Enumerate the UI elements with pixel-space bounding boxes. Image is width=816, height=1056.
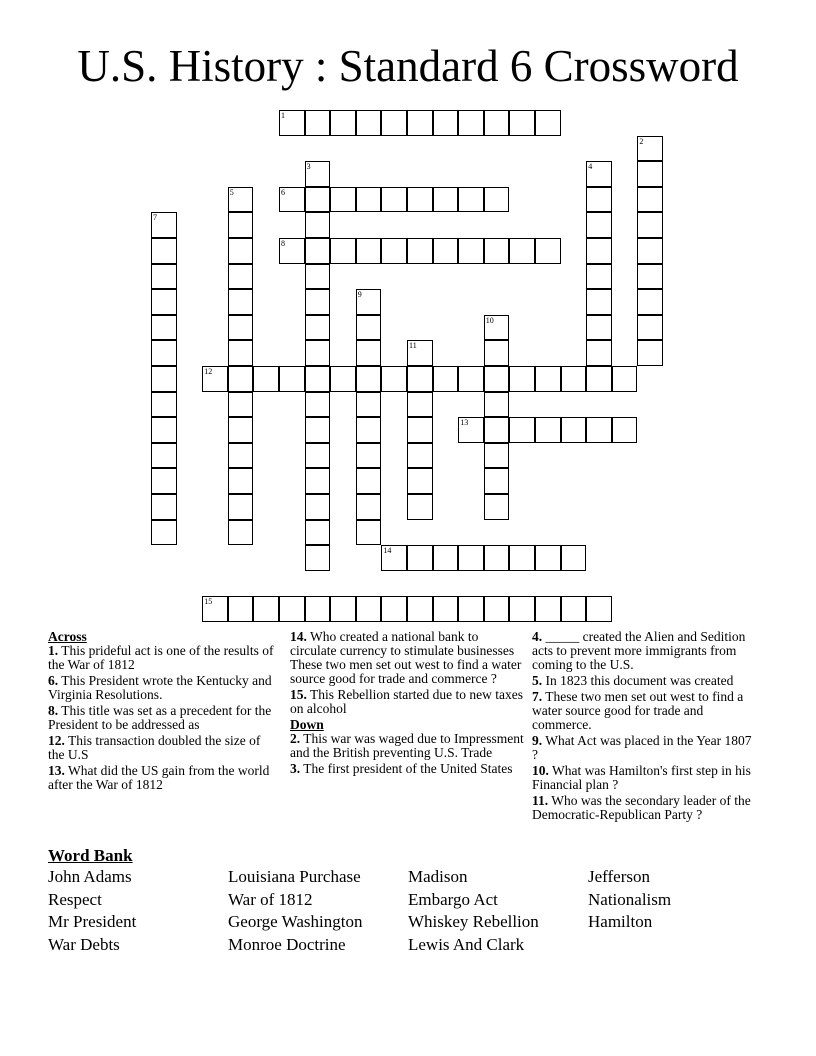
grid-cell[interactable] — [407, 468, 433, 494]
clue-across-6: 6. This President wrote the Kentucky and Virginia Resolutions. — [48, 673, 272, 702]
grid-cell[interactable] — [509, 596, 535, 622]
clues-column-1 — [48, 630, 274, 794]
word-bank-item: Respect — [48, 889, 102, 909]
grid-cell[interactable] — [535, 366, 561, 392]
grid-cell[interactable] — [433, 110, 459, 136]
grid-cell[interactable] — [509, 238, 535, 264]
grid-cell[interactable] — [253, 366, 279, 392]
grid-cell[interactable] — [637, 212, 663, 238]
grid-cell[interactable] — [484, 545, 510, 571]
clue-down-4: 4. _____ created the Alien and Sedition acts to prevent more immigrants from coming to the U.S. — [532, 629, 746, 672]
grid-cell[interactable] — [305, 340, 331, 366]
grid-cell[interactable] — [305, 494, 331, 520]
grid-cell[interactable] — [305, 187, 331, 213]
grid-cell[interactable] — [279, 366, 305, 392]
grid-cell[interactable] — [253, 596, 279, 622]
grid-cell[interactable] — [305, 238, 331, 264]
grid-cell[interactable] — [151, 443, 177, 469]
grid-cell[interactable] — [305, 366, 331, 392]
grid-cell[interactable] — [202, 366, 228, 392]
grid-cell[interactable] — [561, 596, 587, 622]
grid-cell[interactable] — [228, 238, 254, 264]
grid-cell[interactable] — [151, 212, 177, 238]
grid-cell[interactable] — [586, 212, 612, 238]
grid-cell[interactable] — [484, 315, 510, 341]
grid-cell[interactable] — [356, 520, 382, 546]
grid-cell[interactable] — [484, 110, 510, 136]
grid-cell[interactable] — [228, 417, 254, 443]
grid-cell[interactable] — [637, 289, 663, 315]
grid-cell[interactable] — [433, 187, 459, 213]
grid-cell[interactable] — [330, 596, 356, 622]
grid-cell[interactable] — [356, 238, 382, 264]
grid-cell[interactable] — [561, 417, 587, 443]
word-bank-item: Whiskey Rebellion — [408, 912, 539, 932]
grid-cell[interactable] — [458, 366, 484, 392]
grid-cell[interactable] — [356, 494, 382, 520]
cell-number: 6 — [281, 187, 285, 197]
grid-cell[interactable] — [356, 443, 382, 469]
grid-cell[interactable] — [407, 417, 433, 443]
grid-cell[interactable] — [151, 494, 177, 520]
grid-cell[interactable] — [433, 366, 459, 392]
grid-cell[interactable] — [228, 366, 254, 392]
grid-cell[interactable] — [356, 366, 382, 392]
word-bank-item: Lewis And Clark — [408, 934, 525, 954]
grid-cell[interactable] — [407, 443, 433, 469]
grid-cell[interactable] — [407, 238, 433, 264]
grid-cell[interactable] — [407, 494, 433, 520]
grid-cell[interactable] — [407, 366, 433, 392]
grid-cell[interactable] — [279, 110, 305, 136]
grid-cell[interactable] — [356, 315, 382, 341]
grid-cell[interactable] — [356, 468, 382, 494]
grid-cell[interactable] — [305, 443, 331, 469]
cell-number: 8 — [281, 239, 285, 248]
cell-number: 9 — [357, 290, 362, 300]
grid-cell[interactable] — [228, 443, 254, 469]
grid-cell[interactable] — [305, 161, 331, 187]
grid-cell[interactable] — [407, 545, 433, 571]
cell-number: 10 — [485, 315, 494, 325]
grid-cell[interactable] — [228, 340, 254, 366]
grid-cell[interactable] — [484, 187, 510, 213]
grid-cell[interactable] — [381, 110, 407, 136]
grid-cell[interactable] — [228, 520, 254, 546]
grid-cell[interactable] — [458, 238, 484, 264]
grid-cell[interactable] — [458, 187, 484, 213]
grid-cell[interactable] — [202, 596, 228, 622]
grid-cell[interactable] — [151, 315, 177, 341]
cell-number: 4 — [588, 162, 593, 172]
word-bank-item: George Washington — [228, 912, 363, 932]
grid-cell[interactable] — [484, 366, 510, 392]
grid-cell[interactable] — [228, 289, 254, 315]
grid-cell[interactable] — [535, 545, 561, 571]
grid-cell[interactable] — [305, 110, 331, 136]
grid-cell[interactable] — [228, 494, 254, 520]
cell-number: 2 — [639, 136, 644, 146]
grid-cell[interactable] — [535, 238, 561, 264]
grid-cell[interactable] — [637, 340, 663, 366]
grid-cell[interactable] — [458, 110, 484, 136]
grid-cell[interactable] — [509, 545, 535, 571]
grid-cell[interactable] — [381, 545, 407, 571]
grid-cell[interactable] — [407, 340, 433, 366]
cell-number: 13 — [460, 418, 469, 428]
grid-cell[interactable] — [407, 596, 433, 622]
grid-cell[interactable] — [458, 417, 484, 443]
grid-cell[interactable] — [586, 315, 612, 341]
grid-cell[interactable] — [484, 392, 510, 418]
grid-cell[interactable] — [305, 264, 331, 290]
grid-cell[interactable] — [586, 289, 612, 315]
grid-cell[interactable] — [305, 520, 331, 546]
grid-cell[interactable] — [433, 238, 459, 264]
clue-down-7: 7. These two men set out west to find a water source good for trade and commerce. — [532, 689, 744, 732]
grid-cell[interactable] — [535, 417, 561, 443]
grid-cell[interactable] — [612, 417, 638, 443]
grid-cell[interactable] — [637, 187, 663, 213]
grid-cell[interactable] — [484, 443, 510, 469]
page-title: U.S. History : Standard 6 Crossword — [77, 41, 739, 91]
grid-cell[interactable] — [151, 468, 177, 494]
grid-cell[interactable] — [484, 494, 510, 520]
grid-cell[interactable] — [381, 238, 407, 264]
grid-cell[interactable] — [586, 417, 612, 443]
clue-down-11: 11. Who was the secondary leader of the Democratic-Republican Party ? — [532, 793, 751, 822]
grid-cell[interactable] — [637, 161, 663, 187]
grid-cell[interactable] — [356, 340, 382, 366]
grid-cell[interactable] — [484, 340, 510, 366]
cell-number: 12 — [204, 367, 213, 376]
cell-number: 3 — [306, 162, 311, 172]
grid-cell[interactable] — [356, 289, 382, 315]
grid-cell[interactable] — [151, 340, 177, 366]
across-heading: Across — [48, 629, 87, 644]
cell-number: 1 — [281, 111, 285, 120]
grid-cell[interactable] — [381, 187, 407, 213]
grid-cell[interactable] — [586, 340, 612, 366]
grid-cell[interactable] — [228, 187, 254, 213]
grid-cell[interactable] — [228, 468, 254, 494]
cell-number: 14 — [383, 546, 392, 556]
grid-cell[interactable] — [151, 392, 177, 418]
grid-cell[interactable] — [330, 187, 356, 213]
word-bank-item: Louisiana Purchase — [228, 867, 361, 886]
grid-cell[interactable] — [381, 366, 407, 392]
clue-down-5: 5. In 1823 this document was created — [532, 673, 734, 688]
word-bank-item: Nationalism — [588, 889, 672, 909]
grid-cell[interactable] — [407, 392, 433, 418]
grid-cell[interactable] — [151, 289, 177, 315]
word-bank-list — [48, 866, 768, 956]
grid-cell[interactable] — [330, 238, 356, 264]
word-bank-item: Monroe Doctrine — [228, 934, 346, 954]
clue-down-10: 10. What was Hamilton's first step in his Financial plan ? — [532, 763, 751, 792]
grid-cell[interactable] — [228, 212, 254, 238]
grid-cell[interactable] — [484, 417, 510, 443]
word-bank-item: Jefferson — [588, 867, 650, 886]
clue-across-15: 15. This Rebellion started due to new taxes on alcohol — [290, 687, 523, 716]
grid-cell[interactable] — [458, 596, 484, 622]
word-bank-item: Mr President — [48, 912, 137, 932]
grid-cell[interactable] — [228, 264, 254, 290]
grid-cell[interactable] — [637, 264, 663, 290]
grid-cell[interactable] — [484, 468, 510, 494]
grid-cell[interactable] — [228, 596, 254, 622]
word-bank-item: Embargo Act — [408, 889, 498, 909]
word-bank-item: War Debts — [48, 934, 120, 954]
clues-column-3 — [532, 630, 758, 824]
grid-cell[interactable] — [586, 238, 612, 264]
grid-cell[interactable] — [561, 545, 587, 571]
grid-cell[interactable] — [151, 417, 177, 443]
word-bank-item: War of 1812 — [228, 889, 313, 909]
clue-across-8: 8. This title was set as a precedent for the President to be addressed as — [48, 703, 272, 732]
grid-cell[interactable] — [151, 238, 177, 264]
grid-cell[interactable] — [561, 366, 587, 392]
grid-cell[interactable] — [535, 110, 561, 136]
word-bank-item: Madison — [408, 867, 468, 886]
grid-cell[interactable] — [305, 596, 331, 622]
grid-cell[interactable] — [305, 417, 331, 443]
grid-cell[interactable] — [407, 110, 433, 136]
grid-cell[interactable] — [381, 596, 407, 622]
grid-cell[interactable] — [151, 520, 177, 546]
cell-number: 7 — [153, 213, 157, 223]
grid-cell[interactable] — [637, 238, 663, 264]
grid-cell[interactable] — [356, 392, 382, 418]
clue-down-9: 9. What Act was placed in the Year 1807 ? — [532, 733, 752, 762]
grid-cell[interactable] — [151, 264, 177, 290]
grid-cell[interactable] — [407, 187, 433, 213]
grid-cell[interactable] — [228, 392, 254, 418]
cell-number: 11 — [409, 341, 417, 351]
grid-cell[interactable] — [356, 187, 382, 213]
grid-cell[interactable] — [586, 264, 612, 290]
cell-number: 5 — [229, 187, 234, 197]
grid-cell[interactable] — [356, 110, 382, 136]
grid-cell[interactable] — [305, 545, 331, 571]
down-heading: Down — [290, 717, 324, 732]
clue-across-14: 14. Who created a national bank to circulate currency to stimulate businesses These two men set out west to find a water source good for trade and commerce ? — [290, 629, 522, 686]
clue-across-1: 1. This prideful act is one of the results of the War of 1812 — [48, 643, 274, 672]
clue-down-2: 2. This war was waged due to Impressment and the British preventing U.S. Trade — [290, 731, 524, 760]
grid-cell[interactable] — [509, 110, 535, 136]
grid-cell[interactable] — [279, 596, 305, 622]
grid-cell[interactable] — [484, 238, 510, 264]
word-bank-heading: Word Bank — [48, 846, 133, 865]
clue-across-12: 12. This transaction doubled the size of the U.S — [48, 733, 261, 762]
grid-cell[interactable] — [509, 417, 535, 443]
grid-cell[interactable] — [356, 596, 382, 622]
grid-cell[interactable] — [433, 596, 459, 622]
grid-cell[interactable] — [305, 468, 331, 494]
grid-cell[interactable] — [458, 545, 484, 571]
grid-cell[interactable] — [228, 315, 254, 341]
grid-cell[interactable] — [305, 212, 331, 238]
grid-cell[interactable] — [279, 238, 305, 264]
grid-cell[interactable] — [535, 596, 561, 622]
clue-down-3: 3. The first president of the United States — [290, 761, 513, 776]
grid-cell[interactable] — [305, 289, 331, 315]
word-bank — [48, 846, 768, 956]
word-bank-item: Hamilton — [588, 912, 653, 932]
grid-cell[interactable] — [586, 161, 612, 187]
grid-cell[interactable] — [330, 366, 356, 392]
grid-cell[interactable] — [509, 366, 535, 392]
grid-cell[interactable] — [356, 417, 382, 443]
grid-cell[interactable] — [586, 366, 612, 392]
grid-cell[interactable] — [305, 392, 331, 418]
grid-cell[interactable] — [586, 596, 612, 622]
clues-column-2 — [290, 630, 526, 778]
clue-across-13: 13. What did the US gain from the world after the War of 1812 — [48, 763, 270, 792]
grid-cell[interactable] — [151, 366, 177, 392]
word-bank-item: John Adams — [48, 867, 132, 886]
grid-cell[interactable] — [637, 315, 663, 341]
grid-cell[interactable] — [484, 596, 510, 622]
grid-cell[interactable] — [637, 136, 663, 162]
cell-number: 15 — [204, 597, 213, 607]
grid-cell[interactable] — [612, 366, 638, 392]
grid-cell[interactable] — [433, 545, 459, 571]
grid-cell[interactable] — [330, 110, 356, 136]
grid-cell[interactable] — [279, 187, 305, 213]
grid-cell[interactable] — [305, 315, 331, 341]
grid-cell[interactable] — [586, 187, 612, 213]
